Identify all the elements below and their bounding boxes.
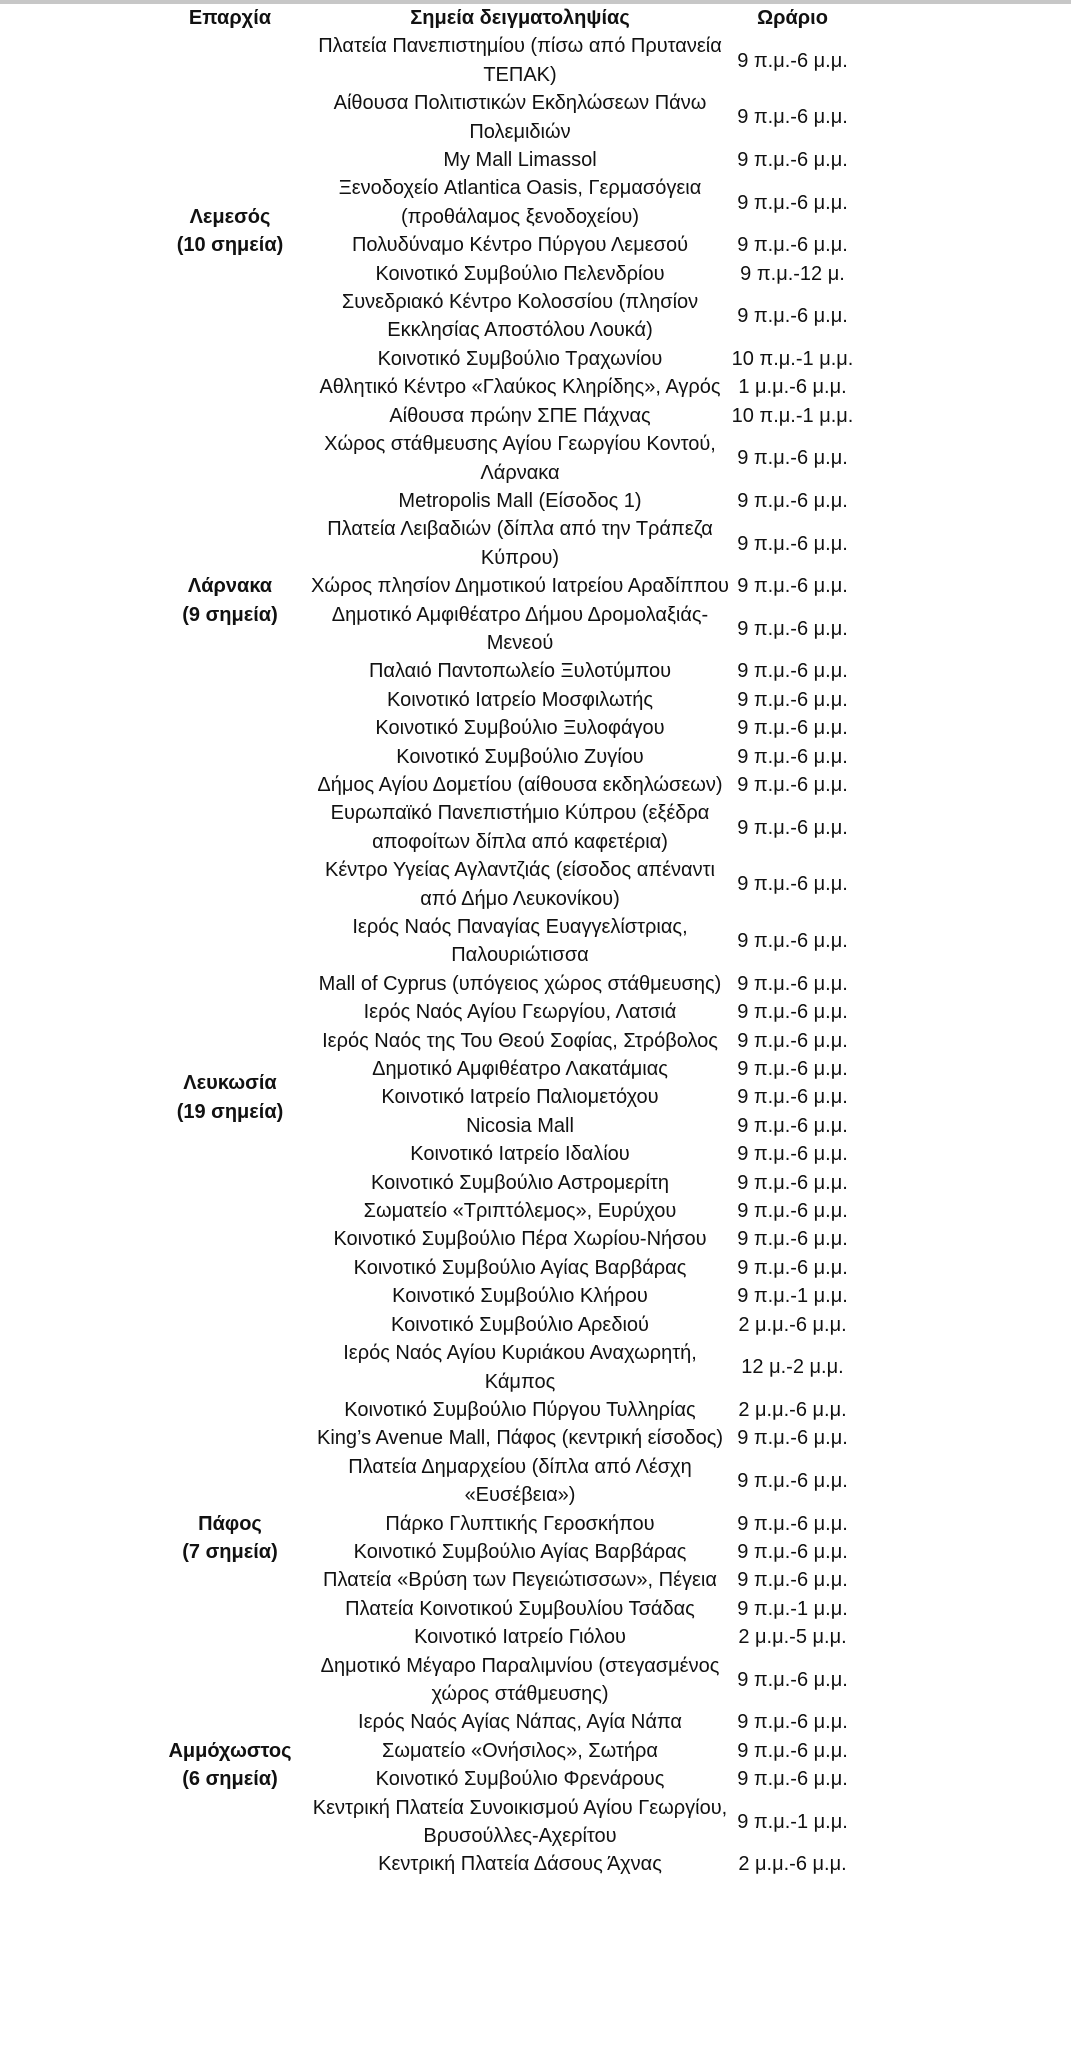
hours-cell: 9 π.μ.-6 μ.μ. xyxy=(737,1114,848,1137)
location-cell: Ιερός Ναός Αγίας Νάπας, Αγία Νάπα xyxy=(358,1711,682,1734)
location-cell: Ιερός Ναός Παναγίας Ευαγγελίστριας, Παλουριώτισσα xyxy=(352,916,688,967)
hours-cell: 2 μ.μ.-5 μ.μ. xyxy=(738,1626,847,1649)
hours-cell: 9 π.μ.-6 μ.μ. xyxy=(737,1768,848,1791)
province-points-count: (19 σημεία) xyxy=(176,1100,284,1123)
table-row xyxy=(150,1652,855,1709)
hours-cell: 9 π.μ.-1 μ.μ. xyxy=(737,1810,848,1833)
location-cell: Mall of Cyprus (υπόγειος χώρος στάθμευσης) xyxy=(318,972,722,995)
hours-cell: 9 π.μ.-6 μ.μ. xyxy=(737,1427,848,1450)
hours-cell: 10 π.μ.-1 μ.μ. xyxy=(731,347,854,370)
location-cell: Πολυδύναμο Κέντρο Πύργου Λεμεσού xyxy=(351,234,689,257)
province-name: Πάφος xyxy=(198,1512,262,1535)
location-cell: Κεντρική Πλατεία Συνοικισμού Αγίου Γεωργίου, Βρυσούλλες-Αχερίτου xyxy=(312,1796,728,1847)
province-cell xyxy=(150,32,310,430)
location-cell: Nicosia Mall xyxy=(466,1114,574,1137)
header-province: Επαρχία xyxy=(188,7,272,29)
province-points-count: (9 σημεία) xyxy=(182,603,278,626)
location-cell: Ιερός Ναός Αγίου Κυριάκου Αναχωρητή, Κάμπος xyxy=(343,1342,697,1393)
hours-cell: 1 μ.μ.-6 μ.μ. xyxy=(738,376,847,399)
location-cell: Κοινοτικό Συμβούλιο Αρεδιού xyxy=(391,1313,649,1336)
province-cell xyxy=(150,430,310,771)
location-cell: Ευρωπαϊκό Πανεπιστήμιο Κύπρου (εξέδρα αποφοίτων δίπλα από καφετέρια) xyxy=(330,802,710,853)
location-cell: Χώρος στάθμευσης Αγίου Γεωργίου Κοντού, Λάρνακα xyxy=(324,433,716,484)
hours-cell: 9 π.μ.-6 μ.μ. xyxy=(737,660,848,683)
location-cell: Κέντρο Υγείας Αγλαντζιάς (είσοδος απέναντι από Δήμο Λευκονίκου) xyxy=(325,859,715,910)
location-cell: Κοινοτικό Συμβούλιο Κλήρου xyxy=(392,1285,648,1308)
location-cell: Αθλητικό Κέντρο «Γλαύκος Κληρίδης», Αγρός xyxy=(319,376,721,399)
province-cell xyxy=(150,1424,310,1651)
location-cell: Δημοτικό Αμφιθέατρο Λακατάμιας xyxy=(372,1058,668,1081)
hours-cell: 9 π.μ.-6 μ.μ. xyxy=(737,717,848,740)
table-row xyxy=(150,32,855,89)
header-hours: Ωράριο xyxy=(757,7,828,29)
hours-cell: 9 π.μ.-6 μ.μ. xyxy=(737,1739,848,1762)
location-cell: My Mall Limassol xyxy=(443,149,597,172)
location-cell: Πλατεία Λειβαδιών (δίπλα από την Τράπεζα Κύπρου) xyxy=(327,518,713,569)
hours-cell: 9 π.μ.-6 μ.μ. xyxy=(737,49,848,72)
location-cell: Σωματείο «Τριπτόλεμος», Ευρύχου xyxy=(363,1200,677,1223)
hours-cell: 9 π.μ.-6 μ.μ. xyxy=(737,688,848,711)
hours-cell: 9 π.μ.-6 μ.μ. xyxy=(737,1171,848,1194)
hours-cell: 9 π.μ.-6 μ.μ. xyxy=(737,773,848,796)
location-cell: Αίθουσα πρώην ΣΠΕ Πάχνας xyxy=(389,404,651,427)
location-cell: Πλατεία «Βρύση των Πεγειώτισσων», Πέγεια xyxy=(323,1569,717,1592)
sampling-points-table xyxy=(150,4,855,1879)
table-row xyxy=(150,1424,855,1452)
hours-cell: 9 π.μ.-6 μ.μ. xyxy=(737,1029,848,1052)
hours-cell: 9 π.μ.-6 μ.μ. xyxy=(737,1569,848,1592)
hours-cell: 9 π.μ.-6 μ.μ. xyxy=(737,1001,848,1024)
location-cell: Κοινοτικό Ιατρείο Μοσφιλωτής xyxy=(387,688,653,711)
location-cell: Κοινοτικό Συμβούλιο Φρενάρους xyxy=(375,1768,665,1791)
location-cell: Κοινοτικό Ιατρείο Ιδαλίου xyxy=(410,1143,630,1166)
location-cell: Πλατεία Δημαρχείου (δίπλα από Λέσχη «Ευσέβεια») xyxy=(348,1455,692,1507)
location-cell: Χώρος πλησίον Δημοτικού Ιατρείου Αραδίππου xyxy=(311,575,729,598)
location-cell: Πλατεία Πανεπιστημίου (πίσω από Πρυτανεία ΤΕΠΑΚ) xyxy=(318,35,722,86)
location-cell: Κοινοτικό Ιατρείο Παλιομετόχου xyxy=(381,1086,659,1109)
hours-cell: 10 π.μ.-1 μ.μ. xyxy=(731,404,854,427)
location-cell: Δημοτικό Μέγαρο Παραλιμνίου (στεγασμένος χώρος στάθμευσης) xyxy=(320,1654,720,1705)
location-cell: Κοινοτικό Συμβούλιο Τραχωνίου xyxy=(377,347,663,370)
location-cell: Κοινοτικό Συμβούλιο Ζυγίου xyxy=(396,745,644,768)
header-location: Σημεία δειγματοληψίας xyxy=(410,7,630,29)
location-cell: Κοινοτικό Συμβούλιο Πέρα Χωρίου-Νήσου xyxy=(333,1228,707,1251)
location-cell: Παλαιό Παντοπωλείο Ξυλοτύμπου xyxy=(368,660,672,683)
hours-cell: 2 μ.μ.-6 μ.μ. xyxy=(738,1853,847,1876)
location-cell: Σωματείο «Ονήσιλος», Σωτήρα xyxy=(382,1739,658,1762)
location-cell: Metropolis Mall (Είσοδος 1) xyxy=(398,489,642,512)
location-cell: Κοινοτικό Συμβούλιο Αστρομερίτη xyxy=(370,1171,670,1194)
location-cell: Πλατεία Κοινοτικού Συμβουλίου Τσάδας xyxy=(345,1597,695,1620)
province-name: Λεμεσός xyxy=(189,205,271,228)
location-cell: Κοινοτικό Ιατρείο Γιόλου xyxy=(414,1626,626,1649)
location-cell: Κοινοτικό Συμβούλιο Ξυλοφάγου xyxy=(375,717,665,740)
location-cell: Ιερός Ναός Αγίου Γεωργίου, Λατσιά xyxy=(363,1001,677,1024)
hours-cell: 9 π.μ.-1 μ.μ. xyxy=(737,1597,848,1620)
hours-cell: 9 π.μ.-6 μ.μ. xyxy=(737,1228,848,1251)
province-points-count: (10 σημεία) xyxy=(176,234,284,257)
hours-cell: 9 π.μ.-6 μ.μ. xyxy=(737,1200,848,1223)
hours-cell: 2 μ.μ.-6 μ.μ. xyxy=(738,1313,847,1336)
hours-cell: 9 π.μ.-6 μ.μ. xyxy=(737,972,848,995)
hours-cell: 9 π.μ.-1 μ.μ. xyxy=(737,1285,848,1308)
hours-cell: 9 π.μ.-6 μ.μ. xyxy=(737,816,848,839)
hours-cell: 9 π.μ.-6 μ.μ. xyxy=(737,1256,848,1279)
hours-cell: 9 π.μ.-6 μ.μ. xyxy=(737,1512,848,1535)
table-body xyxy=(150,32,855,1878)
hours-cell: 9 π.μ.-6 μ.μ. xyxy=(737,234,848,257)
header-row xyxy=(150,4,855,32)
table-row xyxy=(150,430,855,487)
location-cell: Ιερός Ναός της Του Θεού Σοφίας, Στρόβολος xyxy=(322,1029,718,1052)
hours-cell: 9 π.μ.-6 μ.μ. xyxy=(737,745,848,768)
province-name: Λευκωσία xyxy=(183,1072,277,1095)
hours-cell: 9 π.μ.-6 μ.μ. xyxy=(737,873,848,896)
hours-cell: 9 π.μ.-6 μ.μ. xyxy=(737,1469,848,1492)
hours-cell: 9 π.μ.-6 μ.μ. xyxy=(737,1668,848,1691)
location-cell: Αίθουσα Πολιτιστικών Εκδηλώσεων Πάνω Πολεμιδιών xyxy=(333,92,707,143)
hours-cell: 9 π.μ.-6 μ.μ. xyxy=(737,1086,848,1109)
location-cell: Δημοτικό Αμφιθέατρο Δήμου Δρομολαξιάς-Μενεού xyxy=(331,603,709,654)
location-cell: Κοινοτικό Συμβούλιο Πύργου Τυλληρίας xyxy=(344,1398,696,1421)
location-cell: Κοινοτικό Συμβούλιο Πελενδρίου xyxy=(375,262,665,285)
location-cell: Συνεδριακό Κέντρο Κολοσσίου (πλησίον Εκκλησίας Αποστόλου Λουκά) xyxy=(341,291,699,342)
location-cell: Κεντρική Πλατεία Δάσους Άχνας xyxy=(378,1853,662,1876)
hours-cell: 9 π.μ.-6 μ.μ. xyxy=(737,617,848,640)
hours-cell: 12 μ.-2 μ.μ. xyxy=(741,1356,844,1379)
hours-cell: 9 π.μ.-12 μ. xyxy=(740,262,845,285)
location-cell: Κοινοτικό Συμβούλιο Αγίας Βαρβάρας xyxy=(353,1540,687,1563)
hours-cell: 9 π.μ.-6 μ.μ. xyxy=(737,1058,848,1081)
hours-cell: 9 π.μ.-6 μ.μ. xyxy=(737,489,848,512)
hours-cell: 9 π.μ.-6 μ.μ. xyxy=(737,447,848,470)
province-points-count: (7 σημεία) xyxy=(182,1540,278,1563)
hours-cell: 9 π.μ.-6 μ.μ. xyxy=(737,1711,848,1734)
location-cell: Κοινοτικό Συμβούλιο Αγίας Βαρβάρας xyxy=(353,1256,687,1279)
hours-cell: 9 π.μ.-6 μ.μ. xyxy=(737,191,848,214)
hours-cell: 9 π.μ.-6 μ.μ. xyxy=(737,149,848,172)
table-row xyxy=(150,771,855,799)
hours-cell: 9 π.μ.-6 μ.μ. xyxy=(737,106,848,129)
hours-cell: 9 π.μ.-6 μ.μ. xyxy=(737,930,848,953)
hours-cell: 9 π.μ.-6 μ.μ. xyxy=(737,305,848,328)
hours-cell: 2 μ.μ.-6 μ.μ. xyxy=(738,1398,847,1421)
location-cell: Δήμος Αγίου Δομετίου (αίθουσα εκδηλώσεων) xyxy=(317,773,723,796)
province-cell xyxy=(150,1652,310,1879)
hours-cell: 9 π.μ.-6 μ.μ. xyxy=(737,575,848,598)
location-cell: King’s Avenue Mall, Πάφος (κεντρική είσοδος) xyxy=(316,1427,724,1450)
province-name: Αμμόχωστος xyxy=(168,1739,292,1762)
province-cell xyxy=(150,771,310,1424)
hours-cell: 9 π.μ.-6 μ.μ. xyxy=(737,532,848,555)
location-cell: Πάρκο Γλυπτικής Γεροσκήπου xyxy=(385,1512,655,1535)
location-cell: Ξενοδοχείο Atlantica Oasis, Γερμασόγεια (προθάλαμος ξενοδοχείου) xyxy=(338,177,702,228)
hours-cell: 9 π.μ.-6 μ.μ. xyxy=(737,1540,848,1563)
hours-cell: 9 π.μ.-6 μ.μ. xyxy=(737,1143,848,1166)
province-name: Λάρνακα xyxy=(187,575,273,598)
province-points-count: (6 σημεία) xyxy=(182,1768,278,1791)
